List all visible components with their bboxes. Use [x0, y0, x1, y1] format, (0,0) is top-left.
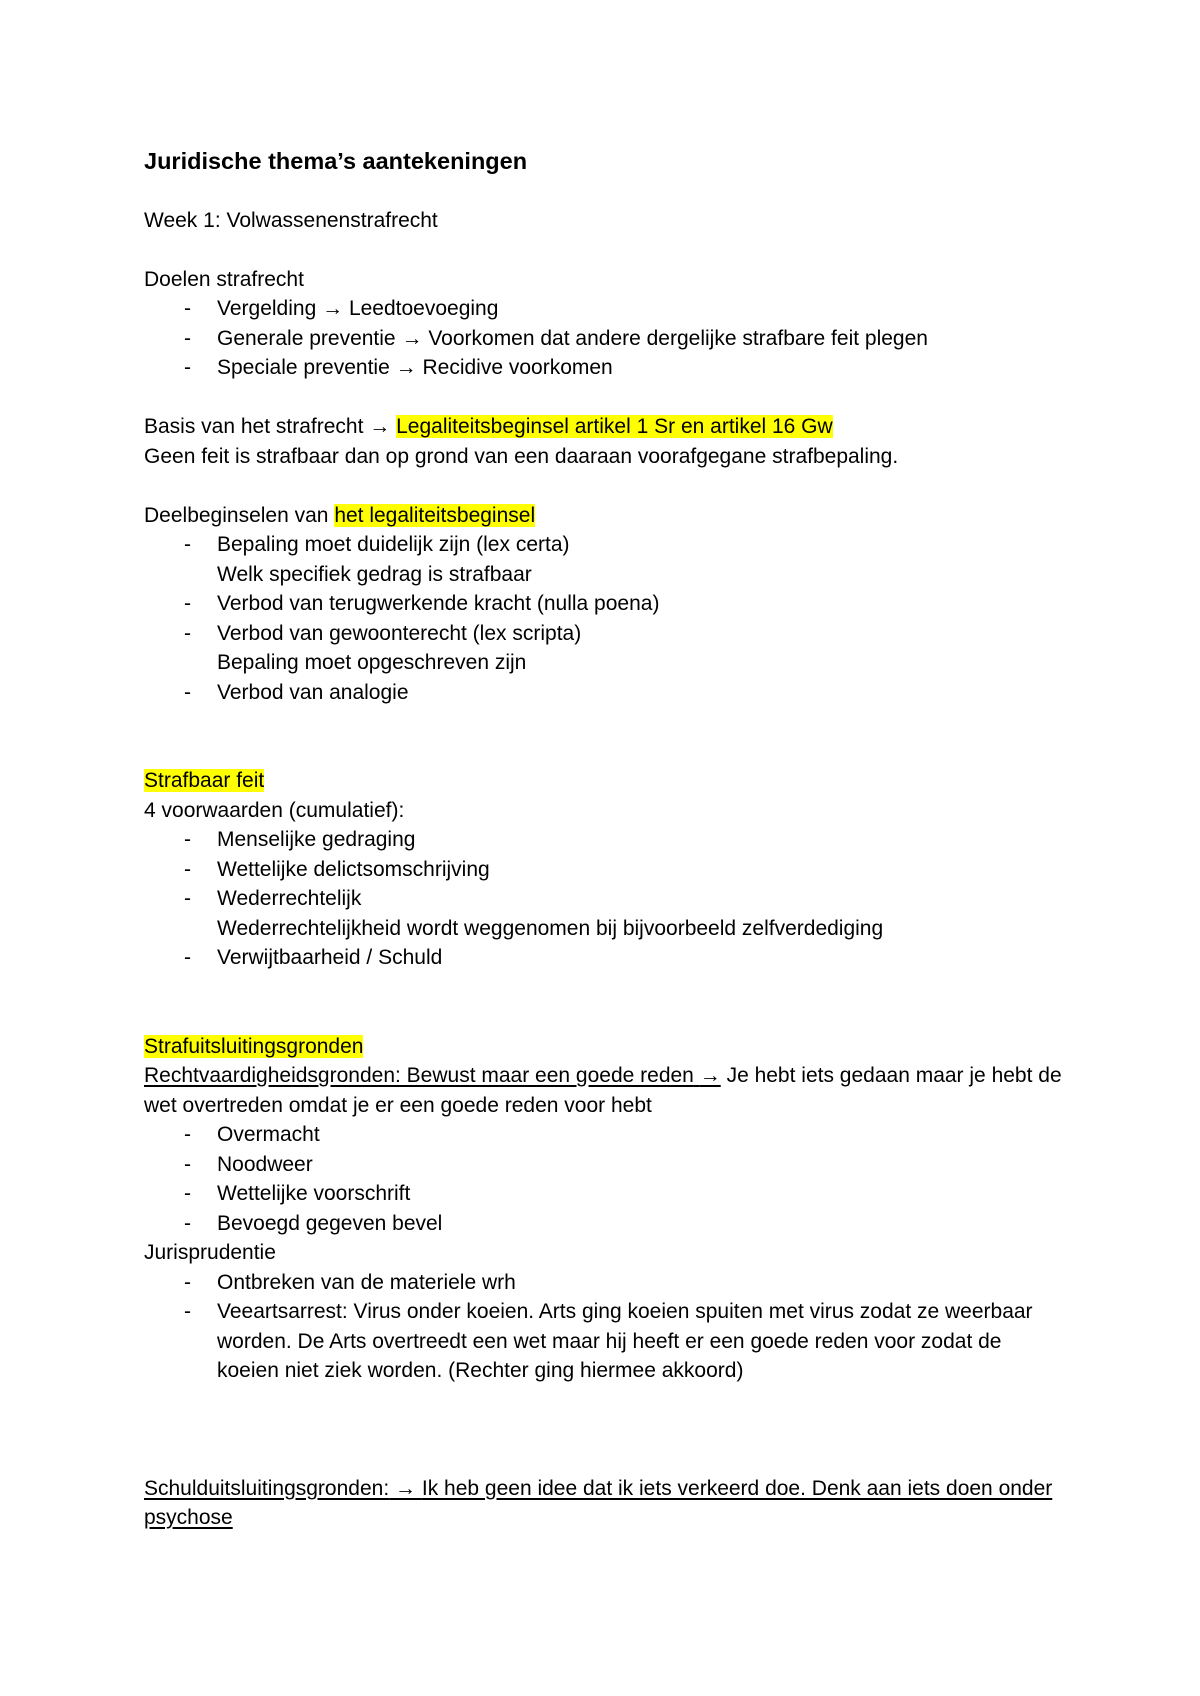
list-item — [144, 884, 1064, 943]
spacer — [144, 1386, 1064, 1474]
item-text: Menselijke gedraging — [217, 828, 416, 851]
item-text: Verwijtbaarheid / Schuld — [217, 946, 443, 969]
item-term: Vergelding — [217, 297, 317, 320]
arrow-icon: → — [395, 356, 417, 379]
list-item — [144, 678, 1064, 708]
list-item: - Veeartsarrest: Virus onder koeien. Arts ging koeien spuiten met virus zodat ze weerbaar worden. De Arts overtreedt een wet maar hij heeft er een goede reden voor zodat de koeien niet ziek worden. (Rechter ging hiermee akkoord) — [144, 1297, 1064, 1386]
strafuitsluiting-heading — [144, 1032, 1064, 1062]
item-text: Verbod van gewoonterecht (lex scripta) — [217, 621, 582, 645]
spacer — [144, 707, 1064, 766]
item-description: Voorkomen dat andere dergelijke strafbare feit plegen — [428, 326, 928, 350]
deelbeginselen-lead: Deelbeginselen van — [144, 503, 329, 527]
arrow-icon: → — [395, 1476, 417, 1500]
item-text: Bepaling moet duidelijk zijn (lex certa) — [217, 533, 570, 556]
item-term: Generale preventie — [217, 326, 396, 350]
list-item — [144, 324, 1064, 354]
list-item: - Bevoegd gegeven bevel — [144, 1209, 1064, 1239]
list-item — [144, 825, 1064, 855]
arrow-icon: → — [401, 326, 423, 350]
underlined-text: Schulduitsluitingsgronden: — [144, 1476, 390, 1500]
spacer — [144, 973, 1064, 1032]
doelen-heading: Doelen strafrecht — [144, 267, 304, 291]
spacer — [144, 471, 1064, 501]
item-text: Verbod van terugwerkende kracht (nulla poena) — [217, 592, 660, 615]
week-heading: Week 1: Volwassenenstrafrecht — [144, 208, 438, 232]
item-text: Wederrechtelijk — [217, 887, 362, 910]
highlighted-text: Strafuitsluitingsgronden — [144, 1034, 364, 1058]
strafbaar-heading — [144, 766, 1064, 796]
arrow-icon: → — [699, 1064, 721, 1087]
list-item: - Noodweer — [144, 1150, 1064, 1180]
jurisprudentie-list — [144, 1268, 1064, 1386]
item-description: Recidive voorkomen — [422, 356, 613, 379]
spacer — [144, 383, 1064, 413]
document-body — [144, 146, 1064, 1533]
jurisprudentie-heading: Jurisprudentie — [144, 1241, 276, 1264]
highlighted-text: Strafbaar feit — [144, 769, 265, 792]
item-term: Speciale preventie — [217, 356, 390, 379]
highlighted-text: het legaliteitsbeginsel — [334, 503, 536, 527]
spacer — [144, 176, 1064, 206]
list-item — [144, 353, 1064, 383]
item-subtext: Wederrechtelijkheid wordt weggenomen bij bijvoorbeeld zelfverdediging — [217, 916, 884, 940]
list-item: - Wettelijke voorschrift — [144, 1179, 1064, 1209]
paragraph-text: Je hebt iets gedaan maar je hebt de wet overtreden omdat je er een goede reden voor hebt — [144, 1064, 1062, 1117]
highlighted-text: Legaliteitsbeginsel artikel 1 Sr en artikel 16 Gw — [396, 415, 833, 438]
deelbeginselen-heading — [144, 501, 1064, 531]
basis-line — [144, 412, 1064, 442]
item-description: Leedtoevoeging — [348, 297, 499, 320]
item-subtext: Welk specifiek gedrag is strafbaar — [217, 562, 532, 586]
deelbeginselen-list — [144, 530, 1064, 707]
basis-definition: Geen feit is strafbaar dan op grond van een daaraan voorafgegane strafbepaling. — [144, 444, 899, 468]
item-text: Wettelijke delictsomschrijving — [217, 857, 490, 881]
spacer — [144, 235, 1064, 265]
document-title: Juridische thema’s aantekeningen — [144, 148, 528, 174]
arrow-icon: → — [369, 415, 391, 438]
rechtvaardigheid-paragraph — [144, 1061, 1064, 1120]
strafbaar-intro: 4 voorwaarden (cumulatief): — [144, 798, 405, 822]
strafbaar-list — [144, 825, 1064, 973]
arrow-icon: → — [322, 297, 344, 320]
underlined-text: Rechtvaardigheidsgronden: Bewust maar een goede reden — [144, 1064, 694, 1087]
doelen-list — [144, 294, 1064, 383]
list-item — [144, 294, 1064, 324]
list-item — [144, 855, 1064, 885]
rechtvaardigheid-list — [144, 1120, 1064, 1238]
basis-lead: Basis van het strafrecht — [144, 415, 364, 438]
schuld-paragraph — [144, 1474, 1064, 1533]
list-item: - Ontbreken van de materiele wrh — [144, 1268, 1064, 1298]
list-item — [144, 943, 1064, 973]
list-item — [144, 589, 1064, 619]
paragraph-text: Ik heb geen idee dat ik iets verkeerd doe. Denk aan iets doen onder psychose — [144, 1476, 1053, 1529]
list-item — [144, 619, 1064, 678]
item-text: Verbod van analogie — [217, 680, 409, 704]
list-item: - Overmacht — [144, 1120, 1064, 1150]
item-subtext: Bepaling moet opgeschreven zijn — [217, 651, 527, 674]
list-item — [144, 530, 1064, 589]
